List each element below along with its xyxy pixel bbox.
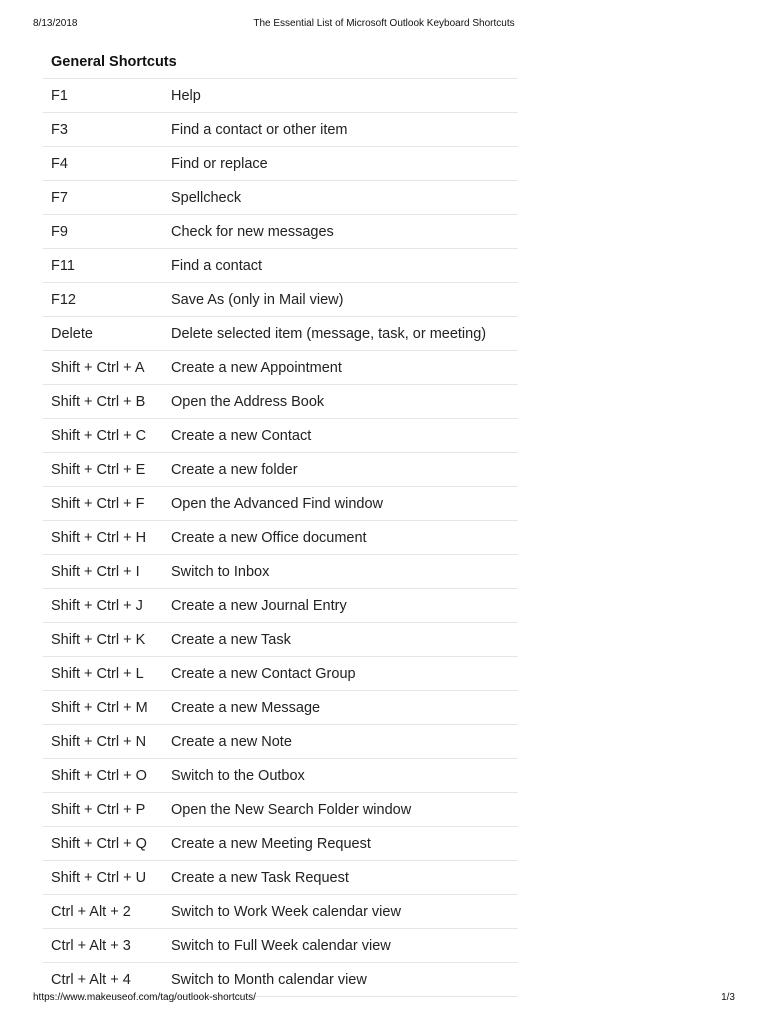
table-row (43, 113, 518, 147)
shortcut-key: F1 (43, 79, 163, 113)
shortcut-action: Create a new Journal Entry (163, 589, 518, 623)
shortcut-key: Shift + Ctrl + O (43, 759, 163, 793)
shortcut-action: Switch to Month calendar view (163, 963, 518, 997)
table-row (43, 555, 518, 589)
print-header (33, 18, 735, 32)
shortcut-action: Spellcheck (163, 181, 518, 215)
shortcut-key: F12 (43, 283, 163, 317)
table-row (43, 283, 518, 317)
table-row (43, 487, 518, 521)
shortcut-action: Find a contact (163, 249, 518, 283)
shortcut-action: Save As (only in Mail view) (163, 283, 518, 317)
shortcut-action: Create a new Note (163, 725, 518, 759)
print-date: 8/13/2018 (33, 18, 78, 29)
shortcut-action: Find a contact or other item (163, 113, 518, 147)
shortcut-action: Switch to the Outbox (163, 759, 518, 793)
shortcut-action: Find or replace (163, 147, 518, 181)
shortcut-action: Create a new Office document (163, 521, 518, 555)
table-row (43, 691, 518, 725)
shortcut-key: Shift + Ctrl + I (43, 555, 163, 589)
shortcut-key: F7 (43, 181, 163, 215)
shortcut-key: Shift + Ctrl + H (43, 521, 163, 555)
shortcut-key: Ctrl + Alt + 3 (43, 929, 163, 963)
shortcut-action: Switch to Full Week calendar view (163, 929, 518, 963)
shortcut-key: Shift + Ctrl + L (43, 657, 163, 691)
shortcut-key: Shift + Ctrl + B (43, 385, 163, 419)
table-row (43, 317, 518, 351)
shortcut-key: Shift + Ctrl + P (43, 793, 163, 827)
shortcut-key: F11 (43, 249, 163, 283)
shortcut-key: Ctrl + Alt + 2 (43, 895, 163, 929)
shortcut-action: Create a new Meeting Request (163, 827, 518, 861)
shortcut-key: Shift + Ctrl + N (43, 725, 163, 759)
shortcut-key: Shift + Ctrl + E (43, 453, 163, 487)
table-row (43, 521, 518, 555)
shortcut-key: Shift + Ctrl + Q (43, 827, 163, 861)
page-number: 1/3 (721, 992, 735, 1003)
table-row (43, 419, 518, 453)
shortcut-action: Help (163, 79, 518, 113)
table-row (43, 827, 518, 861)
shortcut-key: F9 (43, 215, 163, 249)
table-row (43, 79, 518, 113)
shortcut-action: Open the New Search Folder window (163, 793, 518, 827)
table-row (43, 351, 518, 385)
print-title: The Essential List of Microsoft Outlook Keyboard Shortcuts (253, 18, 515, 29)
print-footer (33, 992, 735, 1006)
shortcut-key: Shift + Ctrl + J (43, 589, 163, 623)
shortcut-key: Ctrl + Alt + 4 (43, 963, 163, 997)
shortcut-action: Create a new folder (163, 453, 518, 487)
table-row (43, 861, 518, 895)
table-row (43, 181, 518, 215)
shortcut-action: Open the Address Book (163, 385, 518, 419)
shortcut-table (43, 45, 518, 997)
table-row (43, 895, 518, 929)
print-url: https://www.makeuseof.com/tag/outlook-shortcuts/ (33, 992, 256, 1003)
table-row (43, 929, 518, 963)
table-row (43, 147, 518, 181)
shortcut-rows (43, 79, 518, 997)
shortcut-key: Shift + Ctrl + K (43, 623, 163, 657)
shortcut-action: Check for new messages (163, 215, 518, 249)
shortcut-action: Create a new Task Request (163, 861, 518, 895)
shortcut-key: Shift + Ctrl + A (43, 351, 163, 385)
table-heading: General Shortcuts (43, 45, 518, 79)
shortcut-key: Shift + Ctrl + U (43, 861, 163, 895)
table-row (43, 589, 518, 623)
shortcut-action: Create a new Appointment (163, 351, 518, 385)
shortcut-key: Shift + Ctrl + F (43, 487, 163, 521)
table-row (43, 215, 518, 249)
shortcut-action: Create a new Message (163, 691, 518, 725)
table-row (43, 623, 518, 657)
table-row (43, 657, 518, 691)
table-row (43, 385, 518, 419)
shortcut-action: Create a new Contact Group (163, 657, 518, 691)
table-row (43, 453, 518, 487)
table-row (43, 793, 518, 827)
table-row (43, 249, 518, 283)
shortcut-action: Create a new Task (163, 623, 518, 657)
shortcut-action: Switch to Inbox (163, 555, 518, 589)
shortcut-key: Delete (43, 317, 163, 351)
shortcut-action: Open the Advanced Find window (163, 487, 518, 521)
shortcut-action: Create a new Contact (163, 419, 518, 453)
shortcut-key: F4 (43, 147, 163, 181)
shortcut-key: Shift + Ctrl + C (43, 419, 163, 453)
table-header-row (43, 45, 518, 79)
shortcut-key: Shift + Ctrl + M (43, 691, 163, 725)
shortcut-action: Delete selected item (message, task, or meeting) (163, 317, 518, 351)
table-row (43, 725, 518, 759)
table-row (43, 759, 518, 793)
shortcut-key: F3 (43, 113, 163, 147)
shortcut-action: Switch to Work Week calendar view (163, 895, 518, 929)
